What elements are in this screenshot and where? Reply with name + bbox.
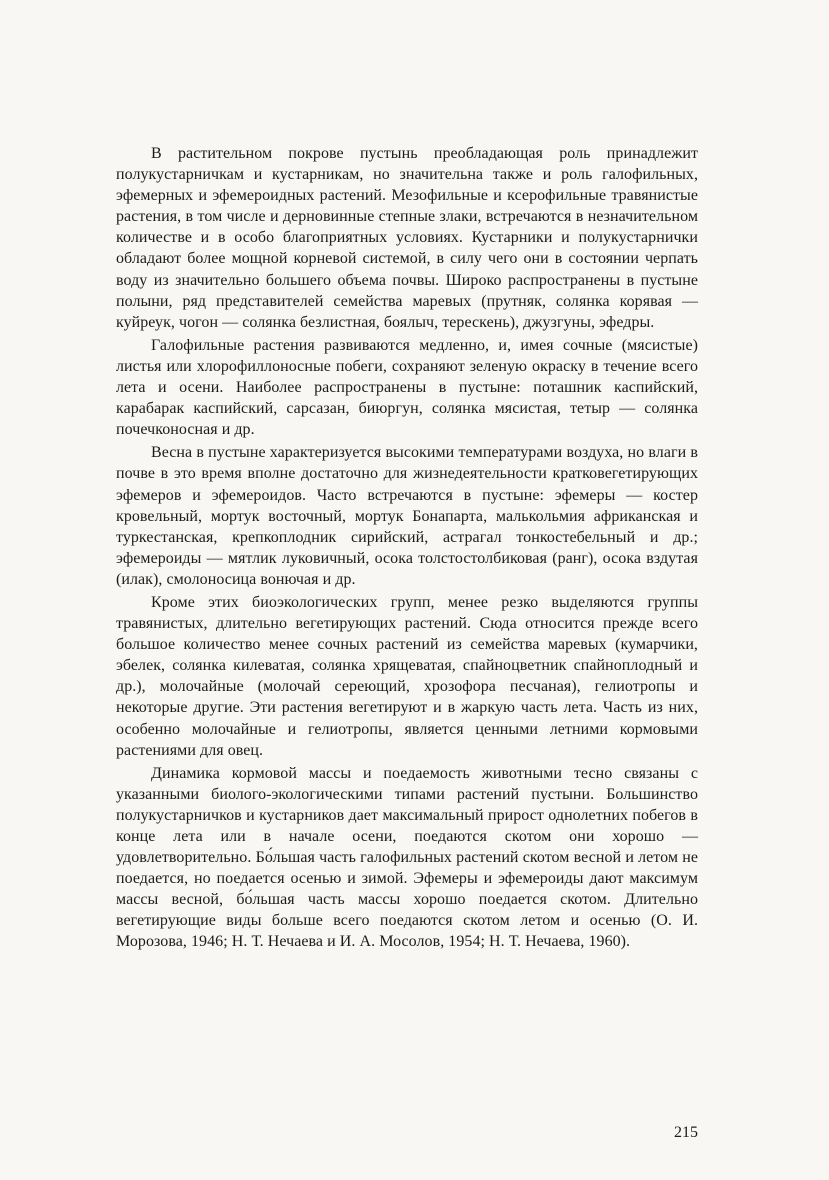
paragraph-1: В растительном покрове пустынь преобладающая роль принадлежит полукустарничкам и кустарникам, но значительна также и роль галофильных, эфемерных и эфемероидных растений. Мезофильные и ксерофильные травянистые растения, в том числе и дерновинные степные злаки, встречаются в незначительном количестве и в особо благоприятных условиях. Кустарники и полукустарнички обладают более мощной корневой системой, в силу чего они в состоянии черпать воду из значительно большего объема почвы. Широко распространены в пустыне полыни, ряд представителей семейства маревых (прутняк, солянка корявая — куйреук, чогон — солянка безлистная, боялыч, терескень), джузгуны, эфедры.	[116, 145, 698, 331]
paragraph-3: Весна в пустыне характеризуется высокими температурами воздуха, но влаги в почве в это время вполне достаточно для жизнедеятельности кратковегетирующих эфемеров и эфемероидов. Часто встречаются в пустыне: эфемеры — костер кровельный, мортук восточный, мортук Бонапарта, малькольмия африканская и туркестанская, крепкоплодник сирийский, астрагал тонкостебельный и др.; эфемероиды — мятлик луковичный, осока толстостолбиковая (ранг), осока вздутая (илак), смолоносица вонючая и др.	[116, 444, 698, 588]
paragraph-4: Кроме этих биоэкологических групп, менее резко выделяются группы травянистых, длительно вегетирующих растений. Сюда относится прежде всего большое количество менее сочных растений из семейства маревых (кумарчики, эбелек, солянка килеватая, солянка хрящеватая, спайноцветник спайноплодный и др.), молочайные (молочай сереющий, хрозофора песчаная), гелиотропы и некоторые другие. Эти растения вегетируют и в жаркую часть лета. Часть из них, особенно молочайные и гелиотропы, является ценными летними кормовыми растениями для овец.	[116, 593, 698, 759]
paragraph-2: Галофильные растения развиваются медленно, и, имея сочные (мясистые) листья или хлорофиллоносные побеги, сохраняют зеленую окраску в течение всего лета и осени. Наиболее распространены в пустыне: поташник каспийский, карабарак каспийский, сарсазан, биюргун, солянка мясистая, тетыр — солянка почечконосная и др.	[116, 336, 698, 439]
page-number: 215	[674, 1124, 698, 1141]
paragraph-5: Динамика кормовой массы и поедаемость животными тесно связаны с указанными биолого-экологическими типами растений пустыни. Большинство полукустарничков и кустарников дает максимальный прирост однолетних побегов в конце лета или в начале осени, поедаются скотом они хорошо — удовлетворительно. Бо́льшая часть галофильных растений скотом весной и летом не поедается, но поедается осенью и зимой. Эфемеры и эфемероиды дают максимум массы весной, бо́льшая часть массы хорошо поедается скотом. Длительно вегетирующие виды больше всего поедаются скотом летом и осенью (О. И. Морозова, 1946; Н. Т. Нечаева и И. А. Мосолов, 1954; Н. Т. Нечаева, 1960).	[116, 764, 698, 951]
body-text	[116, 143, 698, 955]
